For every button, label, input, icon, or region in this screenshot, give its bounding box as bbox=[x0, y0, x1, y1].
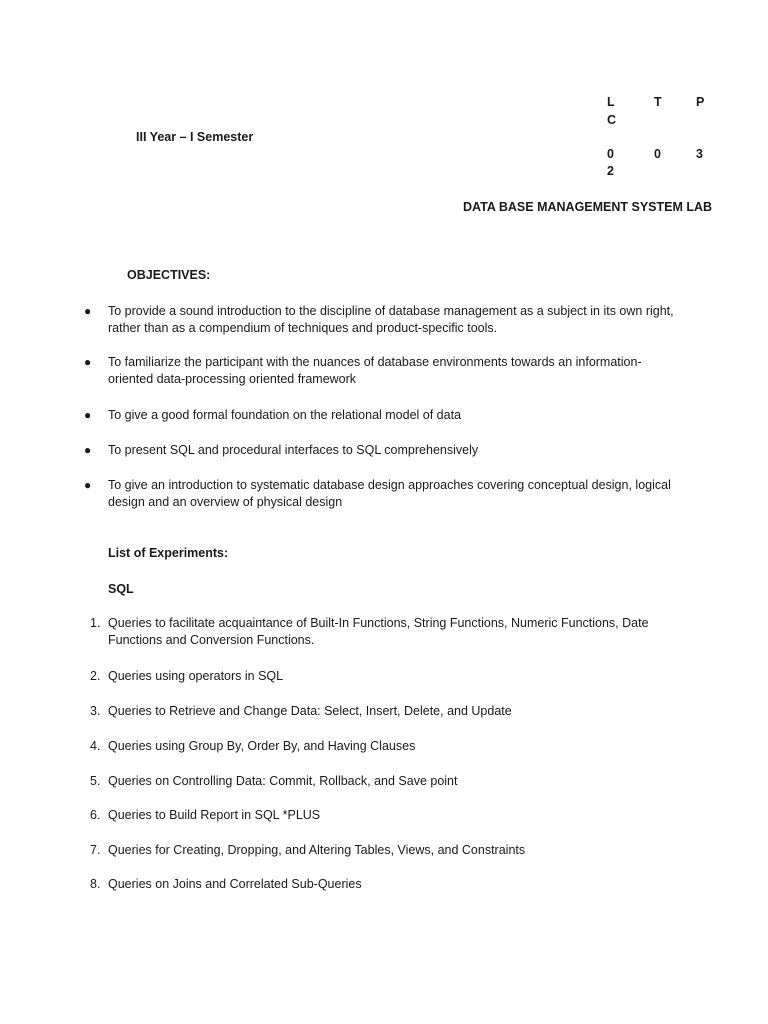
experiment-item: Queries to Build Report in SQL *PLUS bbox=[108, 808, 321, 822]
ltpc-p-header: P bbox=[696, 95, 705, 109]
ltpc-t-value: 0 bbox=[654, 147, 661, 161]
experiment-number: 2. bbox=[90, 669, 101, 683]
objective-item: To give an introduction to systematic database design approaches covering conceptual design, logical design and an overview of physical design bbox=[108, 478, 671, 509]
bullet-icon: ● bbox=[84, 304, 92, 318]
experiment-item: Queries on Controlling Data: Commit, Rollback, and Save point bbox=[108, 774, 458, 788]
ltpc-c-header: C bbox=[607, 113, 617, 127]
ltpc-p-value: 3 bbox=[696, 147, 703, 161]
objective-item: To familiarize the participant with the nuances of database environments towards an information-oriented data-processing oriented framework bbox=[108, 355, 642, 386]
objective-item: To give a good formal foundation on the relational model of data bbox=[108, 408, 462, 422]
ltpc-t-header: T bbox=[654, 95, 662, 109]
course-title: DATA BASE MANAGEMENT SYSTEM LAB bbox=[463, 200, 713, 214]
bullet-icon: ● bbox=[84, 355, 92, 369]
objective-item: To provide a sound introduction to the discipline of database management as a subject in its own right, rather than as a compendium of techniques and product-specific tools. bbox=[108, 304, 674, 335]
bullet-icon: ● bbox=[84, 408, 92, 422]
experiment-item: Queries to Retrieve and Change Data: Select, Insert, Delete, and Update bbox=[108, 704, 512, 718]
experiment-number: 5. bbox=[90, 774, 101, 788]
experiment-number: 1. bbox=[90, 616, 101, 630]
experiment-number: 7. bbox=[90, 843, 101, 857]
semester-label: III Year – I Semester bbox=[136, 130, 254, 144]
experiment-number: 6. bbox=[90, 808, 101, 822]
experiment-number: 3. bbox=[90, 704, 101, 718]
experiment-item: Queries using operators in SQL bbox=[108, 669, 284, 683]
ltpc-l-header: L bbox=[607, 95, 615, 109]
experiment-item: Queries to facilitate acquaintance of Built-In Functions, String Functions, Numeric Functions, Date Functions and Conversion Functions. bbox=[108, 616, 649, 647]
experiment-item: Queries using Group By, Order By, and Having Clauses bbox=[108, 739, 416, 753]
objective-item: To present SQL and procedural interfaces to SQL comprehensively bbox=[108, 443, 479, 457]
experiment-number: 8. bbox=[90, 877, 101, 891]
bullet-icon: ● bbox=[84, 478, 92, 492]
ltpc-c-value: 2 bbox=[607, 164, 614, 178]
objectives-heading: OBJECTIVES: bbox=[127, 268, 211, 282]
experiment-number: 4. bbox=[90, 739, 101, 753]
experiment-item: Queries on Joins and Correlated Sub-Queries bbox=[108, 877, 362, 891]
experiment-item: Queries for Creating, Dropping, and Altering Tables, Views, and Constraints bbox=[108, 843, 526, 857]
ltpc-l-value: 0 bbox=[607, 147, 614, 161]
experiments-heading: List of Experiments: bbox=[108, 546, 229, 560]
sql-section-heading: SQL bbox=[108, 582, 134, 596]
bullet-icon: ● bbox=[84, 443, 92, 457]
